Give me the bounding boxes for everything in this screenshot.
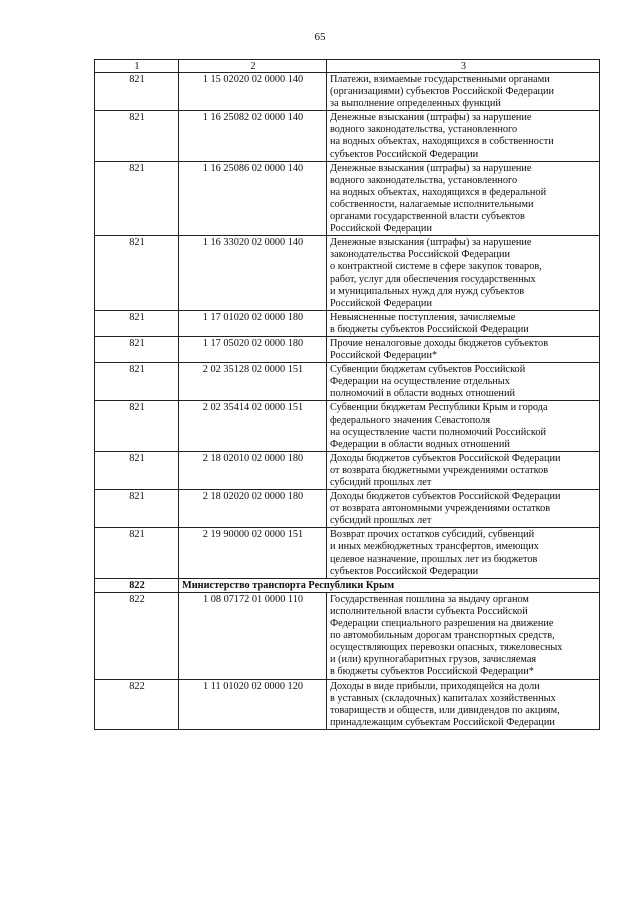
admin-code: 821 — [95, 363, 179, 401]
table-body — [95, 73, 600, 730]
admin-code: 821 — [95, 310, 179, 336]
admin-code: 821 — [95, 111, 179, 161]
revenue-name: Денежные взыскания (штрафы) за нарушение водного законодательства, установленного на водных объектах, находящихся в собственности субъектов Российской Федерации — [327, 111, 600, 161]
admin-code: 822 — [95, 679, 179, 729]
table-row — [95, 451, 600, 489]
section-admin-code: 822 — [95, 578, 179, 592]
table-row — [95, 401, 600, 451]
revenue-name: Государственная пошлина за выдачу органом исполнительной власти субъекта Российской Федерации специального разрешения на движение по автомобильным дорогам транспортных средств, осуществляющих перевозки опасных, тяжеловесных и (или) крупногабаритных грузов, зачисляемая в бюджеты субъектов Российской Федерации* — [327, 592, 600, 679]
revenue-name: Доходы в виде прибыли, приходящейся на доли в уставных (складочных) капиталах хозяйственных товариществ и обществ, или дивидендов по акциям, принадлежащим субъектам Российской Федерации — [327, 679, 600, 729]
revenue-name: Денежные взыскания (штрафы) за нарушение водного законодательства, установленного на водных объектах, находящихся в федеральной собственности, налагаемые исполнительными органами государственной власти субъектов Российской Федерации — [327, 161, 600, 236]
budget-code: 2 02 35128 02 0000 151 — [179, 363, 327, 401]
budget-code: 1 16 25086 02 0000 140 — [179, 161, 327, 236]
admin-code: 821 — [95, 236, 179, 311]
table-row — [95, 310, 600, 336]
admin-code: 821 — [95, 528, 179, 578]
revenue-name: Доходы бюджетов субъектов Российской Федерации от возврата бюджетными учреждениями остатков субсидий прошлых лет — [327, 451, 600, 489]
revenue-name: Субвенции бюджетам субъектов Российской Федерации на осуществление отдельных полномочий в области водных отношений — [327, 363, 600, 401]
revenue-name: Возврат прочих остатков субсидий, субвенций и иных межбюджетных трансфертов, имеющих целевое назначение, прошлых лет из бюджетов субъектов Российской Федерации — [327, 528, 600, 578]
table-header-row — [95, 60, 600, 73]
admin-code: 821 — [95, 401, 179, 451]
budget-code: 1 16 33020 02 0000 140 — [179, 236, 327, 311]
table-row — [95, 679, 600, 729]
budget-code: 1 17 01020 02 0000 180 — [179, 310, 327, 336]
revenue-name: Денежные взыскания (штрафы) за нарушение законодательства Российской Федерации о контрактной системе в сфере закупок товаров, работ, услуг для обеспечения государственных и муниципальных нужд для нужд субъектов Российской Федерации — [327, 236, 600, 311]
budget-code: 2 18 02010 02 0000 180 — [179, 451, 327, 489]
column-header-2: 2 — [179, 60, 327, 73]
revenue-name: Субвенции бюджетам Республики Крым и города федерального значения Севастополя на осуществление части полномочий Российской Федерации в области водных отношений — [327, 401, 600, 451]
section-header-row — [95, 578, 600, 592]
table-row — [95, 528, 600, 578]
revenue-name: Платежи, взимаемые государственными органами (организациями) субъектов Российской Федерации за выполнение определенных функций — [327, 73, 600, 111]
budget-code: 1 17 05020 02 0000 180 — [179, 336, 327, 362]
revenue-name: Прочие неналоговые доходы бюджетов субъектов Российской Федерации* — [327, 336, 600, 362]
budget-code: 1 16 25082 02 0000 140 — [179, 111, 327, 161]
budget-code: 1 15 02020 02 0000 140 — [179, 73, 327, 111]
admin-code: 821 — [95, 490, 179, 528]
budget-code: 2 19 90000 02 0000 151 — [179, 528, 327, 578]
revenue-name: Невыясненные поступления, зачисляемые в бюджеты субъектов Российской Федерации — [327, 310, 600, 336]
table-row — [95, 236, 600, 311]
column-header-3: 3 — [327, 60, 600, 73]
revenue-name: Доходы бюджетов субъектов Российской Федерации от возврата автономными учреждениями остатков субсидий прошлых лет — [327, 490, 600, 528]
budget-code: 1 08 07172 01 0000 110 — [179, 592, 327, 679]
page-number: 65 — [314, 31, 326, 43]
section-title: Министерство транспорта Республики Крым — [179, 578, 600, 592]
table-row — [95, 161, 600, 236]
admin-code: 822 — [95, 592, 179, 679]
admin-code: 821 — [95, 73, 179, 111]
table-row — [95, 592, 600, 679]
table-row — [95, 336, 600, 362]
table-row — [95, 111, 600, 161]
admin-code: 821 — [95, 451, 179, 489]
budget-code: 1 11 01020 02 0000 120 — [179, 679, 327, 729]
table-row — [95, 73, 600, 111]
column-header-1: 1 — [95, 60, 179, 73]
budget-code: 2 02 35414 02 0000 151 — [179, 401, 327, 451]
admin-code: 821 — [95, 161, 179, 236]
revenue-codes-table — [94, 59, 600, 730]
admin-code: 821 — [95, 336, 179, 362]
table-row — [95, 490, 600, 528]
budget-code: 2 18 02020 02 0000 180 — [179, 490, 327, 528]
table-row — [95, 363, 600, 401]
